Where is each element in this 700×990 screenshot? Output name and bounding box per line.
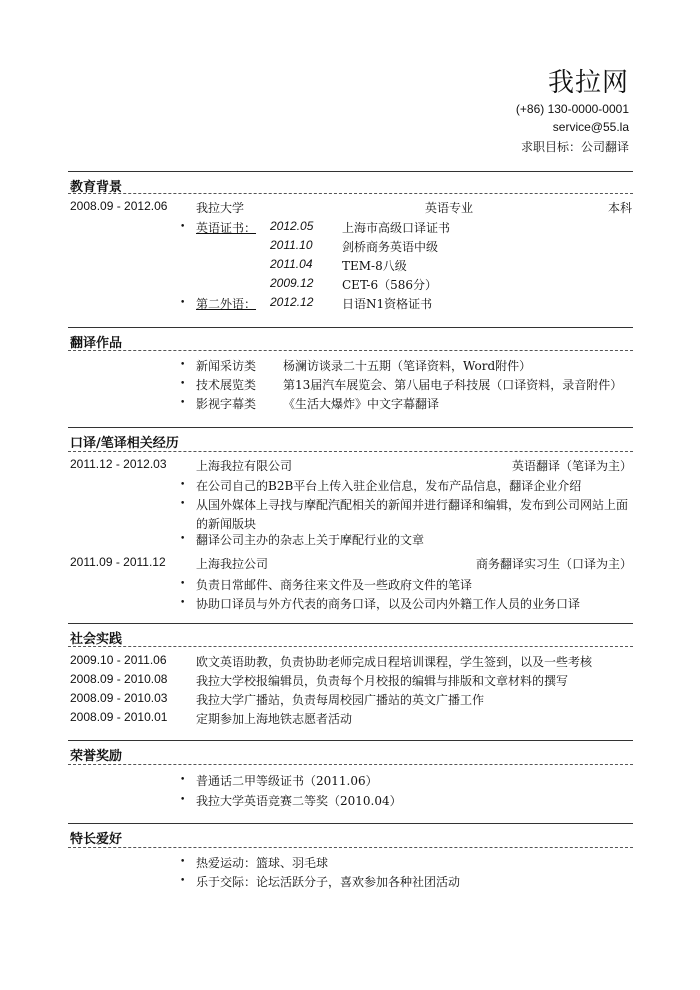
work-text: 杨澜访谈录二十五期（笔译资料，Word附件）: [283, 359, 532, 373]
work-category: 影视字幕类: [196, 397, 257, 411]
honor-item: 普通话二甲等级证书（2011.06）: [196, 774, 378, 788]
edu-school: 我拉大学: [196, 201, 245, 215]
cert-date: 2011.04: [270, 257, 313, 271]
section-title-hobbies: 特长爱好: [70, 832, 123, 847]
bullet: •: [180, 480, 186, 490]
cert-label: 英语证书：: [196, 221, 257, 235]
bullet: •: [180, 775, 186, 785]
section-title-experience: 口译/笔译相关经历: [70, 436, 179, 451]
social-date: 2009.10 - 2011.06: [70, 653, 167, 667]
section-title-works: 翻译作品: [70, 336, 123, 351]
divider: [68, 764, 633, 765]
job-date: 2011.09 - 2011.12: [70, 555, 166, 569]
bullet: •: [180, 499, 186, 509]
bullet: •: [180, 857, 186, 867]
divider: [68, 350, 633, 351]
work-category: 新闻采访类: [196, 359, 257, 373]
bullet: •: [180, 398, 186, 408]
divider: [68, 193, 633, 194]
bullet: •: [180, 298, 186, 308]
bullet: •: [180, 360, 186, 370]
work-text: 第13届汽车展览会、第八届电子科技展（口译资料，录音附件）: [283, 378, 623, 392]
hobby-item: 乐于交际：论坛活跃分子，喜欢参加各种社团活动: [196, 875, 461, 889]
job-bullet: 协助口译员与外方代表的商务口译，以及公司内外籍工作人员的业务口译: [196, 597, 581, 611]
divider: [68, 451, 633, 452]
work-text: 《生活大爆炸》中文字幕翻译: [283, 397, 440, 411]
resume-name: 我拉网: [547, 68, 629, 98]
edu-major: 英语专业: [425, 201, 474, 215]
divider: [68, 327, 633, 328]
email: service@55.la: [552, 120, 629, 134]
job-company: 上海我拉有限公司: [196, 459, 293, 473]
objective-label: 求职目标：: [520, 140, 581, 154]
honor-item: 我拉大学英语竞赛二等奖（2010.04）: [196, 794, 402, 808]
cert-name: TEM-8八级: [342, 259, 407, 273]
bullet: •: [180, 579, 186, 589]
work-category: 技术展览类: [196, 378, 257, 392]
social-text: 我拉大学广播站，负责每周校园广播站的英文广播工作: [196, 693, 485, 707]
job-objective: [521, 138, 629, 155]
job-bullet: 的新闻版块: [196, 517, 257, 531]
job-bullet: 负责日常邮件、商务往来文件及一些政府文件的笔译: [196, 578, 473, 592]
divider: [68, 847, 633, 848]
edu-date: 2008.09 - 2012.06: [70, 199, 168, 213]
hobby-item: 热爱运动：篮球、羽毛球: [196, 856, 329, 870]
cert-name: 上海市高级口译证书: [342, 221, 451, 235]
divider: [68, 171, 633, 172]
job-bullet: 从国外媒体上寻找与摩配汽配相关的新闻并进行翻译和编辑，发布到公司网站上面: [196, 498, 629, 512]
job-company: 上海我拉公司: [196, 557, 269, 571]
divider: [68, 623, 633, 624]
cert-name: 剑桥商务英语中级: [342, 240, 439, 254]
bullet: •: [180, 598, 186, 608]
cert-date: 2012.12: [270, 295, 314, 309]
section-title-honors: 荣誉奖励: [70, 749, 123, 764]
cert-date: 2011.10: [270, 238, 313, 252]
cert-name: CET-6（586分）: [342, 278, 437, 292]
cert-name: 日语N1资格证书: [342, 297, 433, 311]
divider: [68, 740, 633, 741]
job-date: 2011.12 - 2012.03: [70, 457, 167, 471]
job-bullet: 翻译公司主办的杂志上关于摩配行业的文章: [196, 533, 425, 547]
social-text: 定期参加上海地铁志愿者活动: [196, 712, 353, 726]
bullet: •: [180, 876, 186, 886]
social-date: 2008.09 - 2010.08: [70, 672, 168, 686]
social-date: 2008.09 - 2010.03: [70, 691, 168, 705]
bullet: •: [180, 795, 186, 805]
divider: [68, 823, 633, 824]
cert-date: 2012.05: [270, 219, 314, 233]
job-role: 商务翻译实习生（口译为主）: [475, 557, 632, 571]
social-text: 欧文英语助教，负责协助老师完成日程培训课程，学生签到，以及一些考核: [196, 655, 593, 669]
job-role: 英语翻译（笔译为主）: [511, 459, 632, 473]
bullet: •: [180, 222, 186, 232]
section-title-social: 社会实践: [70, 632, 123, 647]
divider: [68, 427, 633, 428]
divider: [68, 646, 633, 647]
objective-value: 公司翻译: [580, 140, 629, 154]
phone: (+86) 130-0000-0001: [515, 102, 629, 116]
second-language-label: 第二外语：: [196, 297, 257, 311]
bullet: •: [180, 379, 186, 389]
social-date: 2008.09 - 2010.01: [70, 710, 168, 724]
section-title-education: 教育背景: [70, 180, 123, 195]
edu-degree: 本科: [607, 201, 632, 215]
bullet: •: [180, 534, 186, 544]
cert-date: 2009.12: [270, 276, 314, 290]
social-text: 我拉大学校报编辑员，负责每个月校报的编辑与排版和文章材料的撰写: [196, 674, 569, 688]
job-bullet: 在公司自己的B2B平台上传入驻企业信息，发布产品信息，翻译企业介绍: [196, 479, 582, 493]
